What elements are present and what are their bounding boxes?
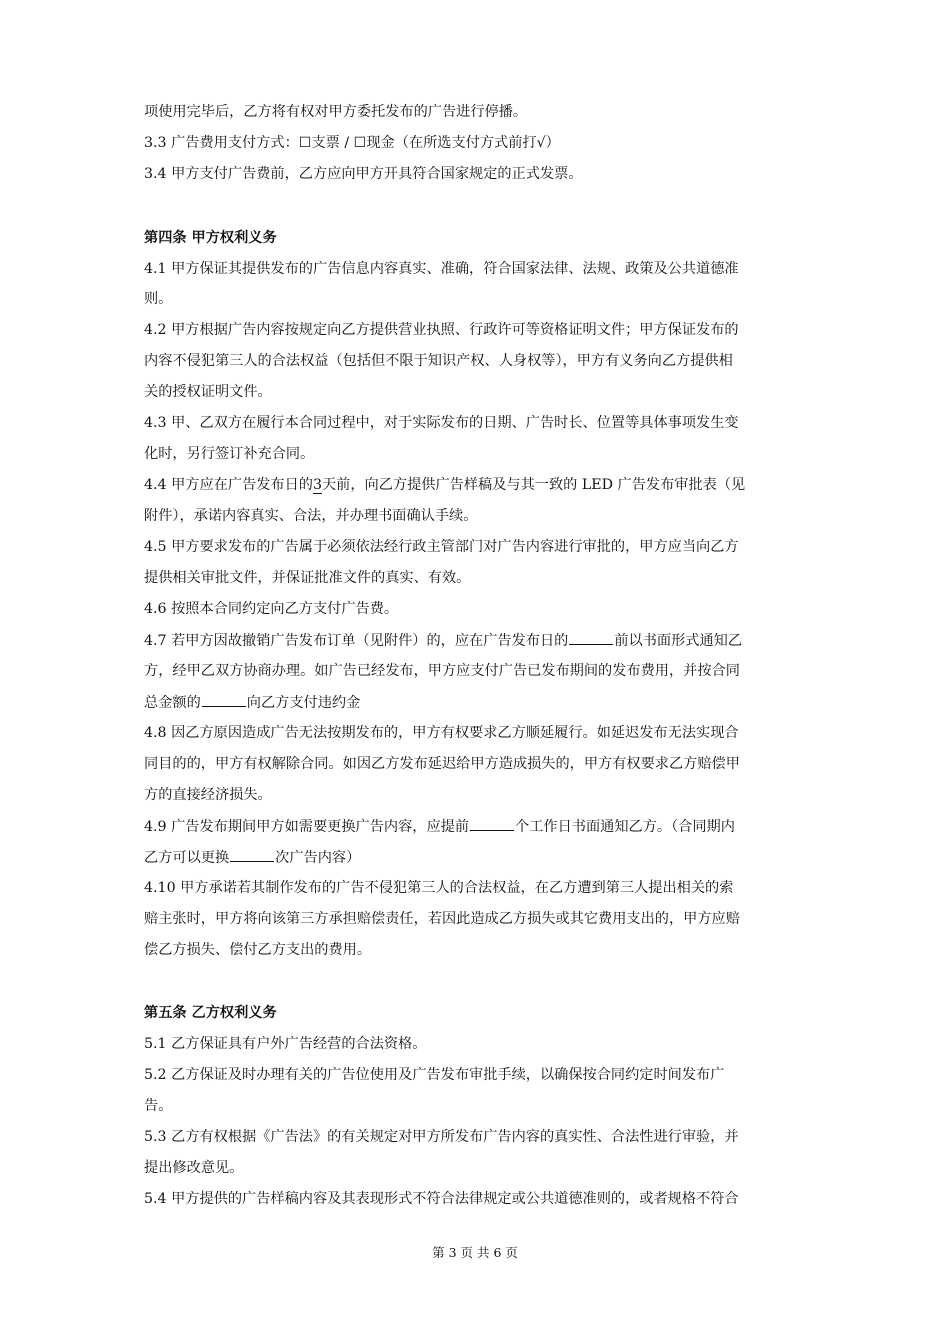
text-line: 附件），承诺内容真实、合法，并办理书面确认手续。 <box>144 508 478 524</box>
text-line: 项使用完毕后，乙方将有权对甲方委托发布的广告进行停播。 <box>144 104 528 120</box>
text-line: 4.2 甲方根据广告内容按规定向乙方提供营业执照、行政许可等资格证明文件；甲方保证发布的 <box>144 322 739 338</box>
text-segment: 向乙方支付违约金 <box>246 695 361 711</box>
blank-field <box>470 816 514 831</box>
blank-field <box>569 630 613 645</box>
text-line: 3.3 广告费用支付方式：☐支票 / ☐现金（在所选支付方式前打√） <box>144 135 560 151</box>
text-line <box>144 847 824 868</box>
text-segment: 4.4 甲方应在广告发布日的 <box>144 477 313 493</box>
text-line: 则。 <box>144 291 173 307</box>
text-segment: 4.7 若甲方因故撤销广告发布订单（见附件）的，应在广告发布日的 <box>144 633 569 649</box>
text-line: 4.3 甲、乙双方在履行本合同过程中，对于实际发布的日期、广告时长、位置等具体事项发生变 <box>144 415 739 431</box>
text-segment: 乙方可以更换 <box>144 850 230 866</box>
text-line: 4.6 按照本合同约定向乙方支付广告费。 <box>144 601 399 617</box>
text-line <box>144 816 824 837</box>
blank-field <box>202 692 246 707</box>
text-line <box>144 475 824 495</box>
text-line: 同目的的，甲方有权解除合同。如因乙方发布延迟给甲方造成损失的，甲方有权要求乙方赔偿甲 <box>144 756 740 772</box>
text-segment: 前以书面形式通知乙 <box>614 633 743 649</box>
text-line: 关的授权证明文件。 <box>144 384 272 400</box>
text-segment: 天前，向乙方提供广告样稿及与其一致的 LED 广告发布审批表（见 <box>321 477 746 493</box>
text-line: 提出修改意见。 <box>144 1160 244 1176</box>
text-line: 5.4 甲方提供的广告样稿内容及其表现形式不符合法律规定或公共道德准则的，或者规格不符合 <box>144 1191 739 1207</box>
page-number-footer: 第 3 页 共 6 页 <box>432 1245 518 1260</box>
text-segment: 4.9 广告发布期间甲方如需要更换广告内容，应提前 <box>144 819 470 835</box>
section-heading: 第四条 甲方权利义务 <box>144 230 277 246</box>
text-line: 赔主张时，甲方将向该第三方承担赔偿责任，若因此造成乙方损失或其它费用支出的，甲方应赔 <box>144 911 740 927</box>
section-heading: 第五条 乙方权利义务 <box>144 1005 277 1021</box>
text-line: 4.8 因乙方原因造成广告无法按期发布的，甲方有权要求乙方顺延履行。如延迟发布无法实现合 <box>144 725 739 741</box>
blank-field <box>230 847 274 862</box>
text-line: 5.3 乙方有权根据《广告法》的有关规定对甲方所发布广告内容的真实性、合法性进行审验，并 <box>144 1129 739 1145</box>
text-line: 4.1 甲方保证其提供发布的广告信息内容真实、准确，符合国家法律、法规、政策及公共道德准 <box>144 261 739 277</box>
text-line: 4.5 甲方要求发布的广告属于必须依法经行政主管部门对广告内容进行审批的，甲方应当向乙方 <box>144 539 739 555</box>
text-line: 4.10 甲方承诺若其制作发布的广告不侵犯第三人的合法权益，在乙方遭到第三人提出相关的索 <box>144 880 734 896</box>
text-line: 5.2 乙方保证及时办理有关的广告位使用及广告发布审批手续，以确保按合同约定时间发布广 <box>144 1067 725 1083</box>
text-line: 3.4 甲方支付广告费前，乙方应向甲方开具符合国家规定的正式发票。 <box>144 166 583 182</box>
text-line <box>144 692 824 713</box>
text-segment: 个工作日书面通知乙方。（合同期内 <box>515 819 735 835</box>
text-line: 告。 <box>144 1098 173 1114</box>
text-segment: 次广告内容） <box>275 850 361 866</box>
text-line: 5.1 乙方保证具有户外广告经营的合法资格。 <box>144 1036 427 1052</box>
text-line: 方的直接经济损失。 <box>144 787 272 803</box>
filled-blank: 3 <box>312 477 322 493</box>
text-line: 偿乙方损失、偿付乙方支出的费用。 <box>144 942 372 958</box>
text-line: 方，经甲乙双方协商办理。如广告已经发布，甲方应支付广告已发布期间的发布费用，并按合同 <box>144 663 740 679</box>
text-line: 内容不侵犯第三人的合法权益（包括但不限于知识产权、人身权等），甲方有义务向乙方提供相 <box>144 353 733 369</box>
text-segment: 总金额的 <box>144 695 201 711</box>
text-line: 提供相关审批文件，并保证批准文件的真实、有效。 <box>144 570 471 586</box>
text-line: 化时，另行签订补充合同。 <box>144 446 315 462</box>
text-line <box>144 630 824 651</box>
